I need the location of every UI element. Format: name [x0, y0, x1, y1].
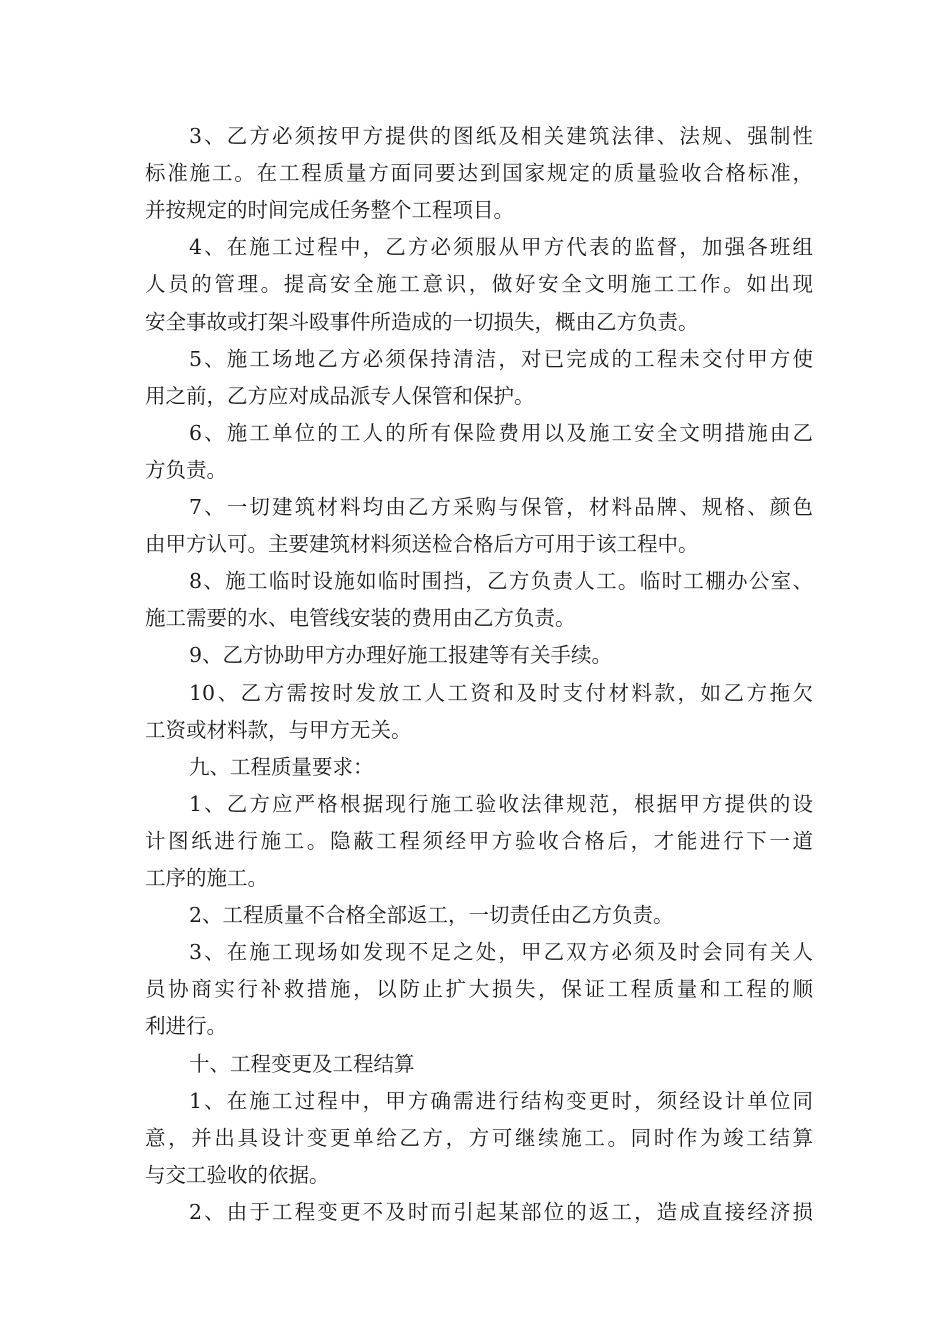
paragraph-first-line: 2、由于工程变更不及时而引起某部位的返工，造成直接经济损 — [189, 1199, 813, 1224]
paragraph-line: 意，并出具设计变更单给乙方，方可继续施工。同时作为竣工结算 — [145, 1125, 813, 1150]
paragraph-line: 员协商实行补救措施，以防止扩大损失，保证工程质量和工程的顺 — [145, 977, 813, 1002]
paragraph-line: 由甲方认可。主要建筑材料须送检合格后方可用于该工程中。 — [145, 532, 699, 557]
paragraph-line: 工资或材料款，与甲方无关。 — [145, 717, 412, 742]
paragraph-line: 与交工验收的依据。 — [145, 1162, 330, 1187]
paragraph-line: 用之前，乙方应对成品派专人保管和保护。 — [145, 383, 535, 408]
paragraph-first-line: 6、施工单位的工人的所有保险费用以及施工安全文明措施由乙 — [189, 420, 813, 445]
paragraph-first-line: 2、工程质量不合格全部返工，一切责任由乙方负责。 — [189, 903, 674, 928]
paragraph-first-line: 9、乙方协助甲方办理好施工报建等有关手续。 — [189, 643, 613, 668]
paragraph-line: 标准施工。在工程质量方面同要达到国家规定的质量验收合格标准， — [145, 161, 813, 186]
paragraph-line: 工序的施工。 — [145, 866, 268, 890]
paragraph-first-line: 十、工程变更及工程结算 — [189, 1051, 415, 1076]
paragraph-line: 人员的管理。提高安全施工意识，做好安全文明施工工作。如出现 — [145, 272, 813, 297]
paragraph-line: 施工需要的水、电管线安装的费用由乙方负责。 — [145, 606, 576, 631]
paragraph-first-line: 8、施工临时设施如临时围挡，乙方负责人工。临时工棚办公室、 — [189, 569, 813, 594]
paragraph-first-line: 1、乙方应严格根据现行施工验收法律规范，根据甲方提供的设 — [189, 791, 813, 816]
paragraph-line: 并按规定的时间完成任务整个工程项目。 — [145, 198, 514, 223]
paragraph-line: 方负责。 — [145, 457, 227, 482]
paragraph-first-line: 九、工程质量要求： — [189, 754, 374, 779]
paragraph-line: 安全事故或打架斗殴事件所造成的一切损失，概由乙方负责。 — [145, 309, 699, 334]
paragraph-line: 利进行。 — [145, 1014, 227, 1039]
paragraph-first-line: 10、乙方需按时发放工人工资和及时支付材料款，如乙方拖欠 — [189, 680, 813, 705]
paragraph-first-line: 3、在施工现场如发现不足之处，甲乙双方必须及时会同有关人 — [189, 940, 813, 965]
paragraph-first-line: 7、一切建筑材料均由乙方采购与保管，材料品牌、规格、颜色 — [189, 495, 813, 519]
paragraph-first-line: 1、在施工过程中，甲方确需进行结构变更时，须经设计单位同 — [189, 1088, 813, 1113]
paragraph-first-line: 3、乙方必须按甲方提供的图纸及相关建筑法律、法规、强制性 — [189, 124, 813, 148]
paragraph-first-line: 4、在施工过程中，乙方必须服从甲方代表的监督，加强各班组 — [189, 235, 813, 260]
paragraph-line: 计图纸进行施工。隐蔽工程须经甲方验收合格后，才能进行下一道 — [145, 828, 813, 853]
paragraph-first-line: 5、施工场地乙方必须保持清洁，对已完成的工程未交付甲方使 — [189, 346, 813, 371]
